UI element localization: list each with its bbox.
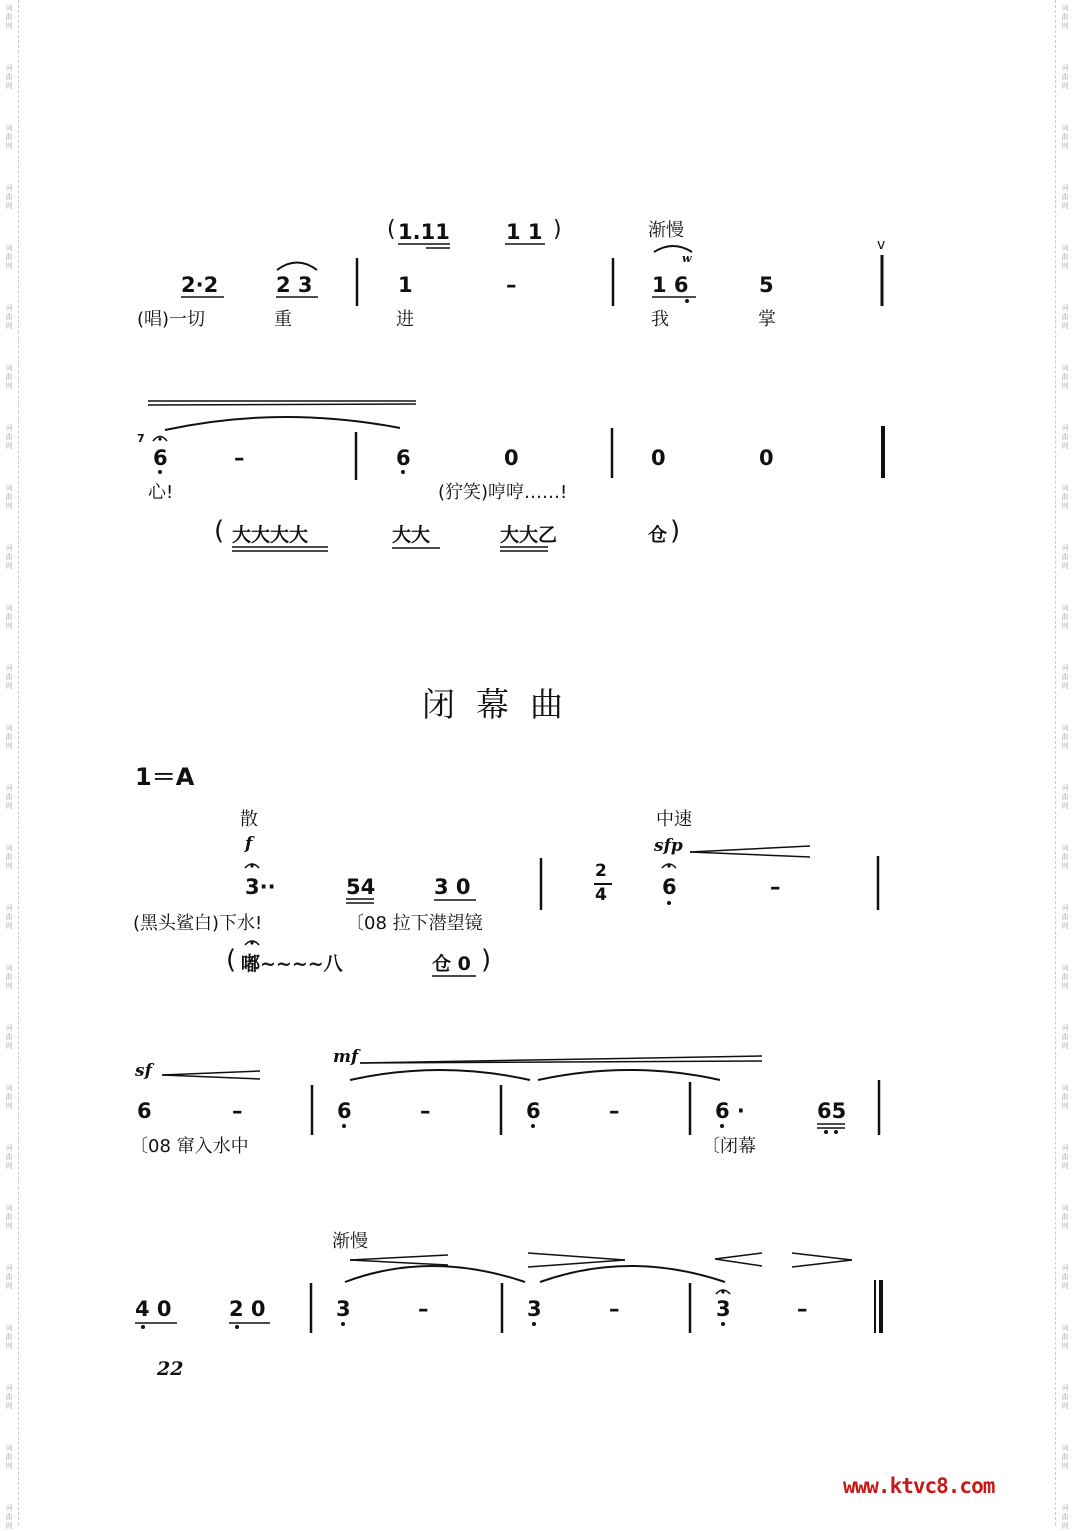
- watermark-glyph: 词 曲 网: [1061, 664, 1069, 690]
- stage-direction: 〔08 窜入水中: [130, 1136, 249, 1157]
- watermark-glyph: 词 曲 网: [5, 604, 13, 630]
- watermark-glyph: 词 曲 网: [5, 844, 13, 870]
- page-number: 22: [157, 1358, 184, 1380]
- perc-syllables: 仓: [648, 524, 668, 546]
- dash: –: [420, 1099, 431, 1123]
- note: 54: [346, 875, 376, 899]
- dynamic-mark: f: [245, 834, 253, 854]
- note: 1 6: [652, 273, 689, 297]
- watermark-glyph: 词 曲 网: [1061, 544, 1069, 570]
- watermark-glyph: 词 曲 网: [1061, 1204, 1069, 1230]
- lyric: (黑头鲨白)下水!: [133, 913, 263, 934]
- perc-paren-close: ): [670, 516, 681, 546]
- watermark-glyph: 词 曲 网: [1061, 64, 1069, 90]
- watermark-glyph: 词 曲 网: [5, 1444, 13, 1470]
- tempo-marking: 中速: [656, 809, 692, 830]
- note: 4 0: [135, 1297, 172, 1321]
- watermark-glyph: 词 曲 网: [5, 244, 13, 270]
- note: 5: [759, 273, 774, 297]
- perc-paren-open: (: [226, 945, 237, 975]
- watermark-glyph: 词 曲 网: [1061, 1444, 1069, 1470]
- perc-paren-close: ): [553, 217, 562, 242]
- watermark-glyph: 词 曲 网: [5, 1504, 13, 1530]
- dash: –: [506, 273, 517, 297]
- watermark-glyph: 词 曲 网: [1061, 484, 1069, 510]
- watermark-glyph: 词 曲 网: [5, 4, 13, 30]
- note: 1: [398, 273, 413, 297]
- perc-paren-open: (: [387, 217, 396, 242]
- watermark-glyph: 词 曲 网: [1061, 604, 1069, 630]
- perc-syllables: 大大乙: [500, 524, 558, 546]
- dash: –: [234, 446, 245, 470]
- note: 6: [396, 446, 411, 470]
- watermark-glyph: 词 曲 网: [1061, 724, 1069, 750]
- perc-syllables: 嘟~~~~八: [241, 953, 343, 975]
- watermark-glyph: 词 曲 网: [5, 1384, 13, 1410]
- note: 6: [137, 1099, 152, 1123]
- perc-note: 1.11: [398, 220, 450, 244]
- note: 2·2: [181, 273, 219, 297]
- watermark-glyph: 词 曲 网: [5, 304, 13, 330]
- lyric: 我: [651, 309, 669, 330]
- lyric: 掌: [758, 309, 776, 330]
- note: 3: [716, 1297, 731, 1321]
- key-signature: 1＝A: [135, 763, 195, 791]
- watermark-glyph: 词 曲 网: [5, 184, 13, 210]
- dash: –: [609, 1297, 620, 1321]
- rest: 0: [651, 446, 666, 470]
- watermark-glyph: 词 曲 网: [1061, 904, 1069, 930]
- watermark-glyph: 词 曲 网: [5, 484, 13, 510]
- watermark-glyph: 词 曲 网: [5, 1324, 13, 1350]
- watermark-glyph: 词 曲 网: [1061, 304, 1069, 330]
- dash: –: [609, 1099, 620, 1123]
- note: 3: [527, 1297, 542, 1321]
- dynamic-mark: sf: [135, 1061, 152, 1081]
- watermark-glyph: 词 曲 网: [1061, 1324, 1069, 1350]
- watermark-glyph: 词 曲 网: [5, 1204, 13, 1230]
- watermark-glyph: 词 曲 网: [1061, 124, 1069, 150]
- watermark-glyph: 词 曲 网: [5, 664, 13, 690]
- watermark-glyph: 词 曲 网: [1061, 964, 1069, 990]
- note: 6: [153, 446, 168, 470]
- watermark-glyph: 词 曲 网: [5, 64, 13, 90]
- site-watermark: www.ktvc8.com: [843, 1474, 995, 1498]
- watermark-glyph: 词 曲 网: [1061, 1264, 1069, 1290]
- perc-paren-close: ): [481, 945, 492, 975]
- watermark-glyph: 词 曲 网: [1061, 1024, 1069, 1050]
- time-signature-top: 2: [595, 861, 607, 881]
- grace-note: 7: [137, 432, 145, 445]
- note: 3··: [245, 875, 276, 899]
- note: 6: [662, 875, 677, 899]
- watermark-glyph: 词 曲 网: [5, 1264, 13, 1290]
- watermark-glyph: 词 曲 网: [5, 544, 13, 570]
- time-signature-bottom: 4: [595, 885, 607, 905]
- watermark-glyph: 词 曲 网: [5, 1024, 13, 1050]
- note: 3 0: [434, 875, 471, 899]
- watermark-glyph: 词 曲 网: [1061, 1084, 1069, 1110]
- rest: 0: [759, 446, 774, 470]
- dash: –: [232, 1099, 243, 1123]
- watermark-glyph: 词 曲 网: [5, 904, 13, 930]
- watermark-glyph: 词 曲 网: [5, 724, 13, 750]
- tempo-marking: 散: [240, 809, 258, 830]
- perc-syllables: 仓 0: [432, 953, 471, 975]
- watermark-glyph: 词 曲 网: [5, 1144, 13, 1170]
- tempo-marking: 渐慢: [332, 1231, 368, 1252]
- dash: –: [797, 1297, 808, 1321]
- lyric: (唱)一切: [137, 309, 206, 330]
- note: 65: [817, 1099, 847, 1123]
- note: 6 ·: [715, 1099, 745, 1123]
- lyric: 心!: [148, 482, 174, 503]
- watermark-glyph: 词 曲 网: [5, 364, 13, 390]
- dash: –: [418, 1297, 429, 1321]
- watermark-glyph: 词 曲 网: [1061, 844, 1069, 870]
- lyric: 重: [274, 309, 292, 330]
- watermark-glyph: 词 曲 网: [5, 964, 13, 990]
- watermark-glyph: 词 曲 网: [5, 784, 13, 810]
- note: 2 3: [276, 273, 313, 297]
- watermark-glyph: 词 曲 网: [5, 424, 13, 450]
- mordent-mark: w: [682, 252, 692, 265]
- watermark-glyph: 词 曲 网: [5, 1084, 13, 1110]
- section-title: 闭 幕 曲: [422, 685, 563, 724]
- watermark-glyph: 词 曲 网: [1061, 784, 1069, 810]
- dynamic-mark: mf: [333, 1047, 359, 1067]
- note: 6: [337, 1099, 352, 1123]
- watermark-glyph: 词 曲 网: [1061, 4, 1069, 30]
- breath-mark: v: [877, 237, 886, 253]
- tempo-marking: 渐慢: [648, 220, 684, 241]
- rest: 0: [504, 446, 519, 470]
- lyric: (狞笑)哼哼……!: [438, 482, 568, 503]
- stage-direction: 〔08 拉下潜望镜: [346, 913, 483, 934]
- perc-syllables: 大大大大: [232, 524, 309, 546]
- watermark-glyph: 词 曲 网: [1061, 364, 1069, 390]
- perc-note: 1 1: [506, 220, 543, 244]
- lyric: 进: [396, 309, 414, 330]
- stage-direction: 〔闭幕: [702, 1136, 756, 1157]
- watermark-glyph: 词 曲 网: [1061, 1144, 1069, 1170]
- watermark-glyph: 词 曲 网: [5, 124, 13, 150]
- dynamic-mark: sfp: [654, 836, 683, 856]
- dash: –: [770, 875, 781, 899]
- watermark-glyph: 词 曲 网: [1061, 244, 1069, 270]
- note: 2 0: [229, 1297, 266, 1321]
- note: 3: [336, 1297, 351, 1321]
- watermark-glyph: 词 曲 网: [1061, 184, 1069, 210]
- watermark-glyph: 词 曲 网: [1061, 1504, 1069, 1530]
- perc-syllables: 大大: [392, 524, 431, 546]
- watermark-glyph: 词 曲 网: [1061, 424, 1069, 450]
- watermark-glyph: 词 曲 网: [1061, 1384, 1069, 1410]
- note: 6: [526, 1099, 541, 1123]
- perc-paren-open: (: [214, 516, 225, 546]
